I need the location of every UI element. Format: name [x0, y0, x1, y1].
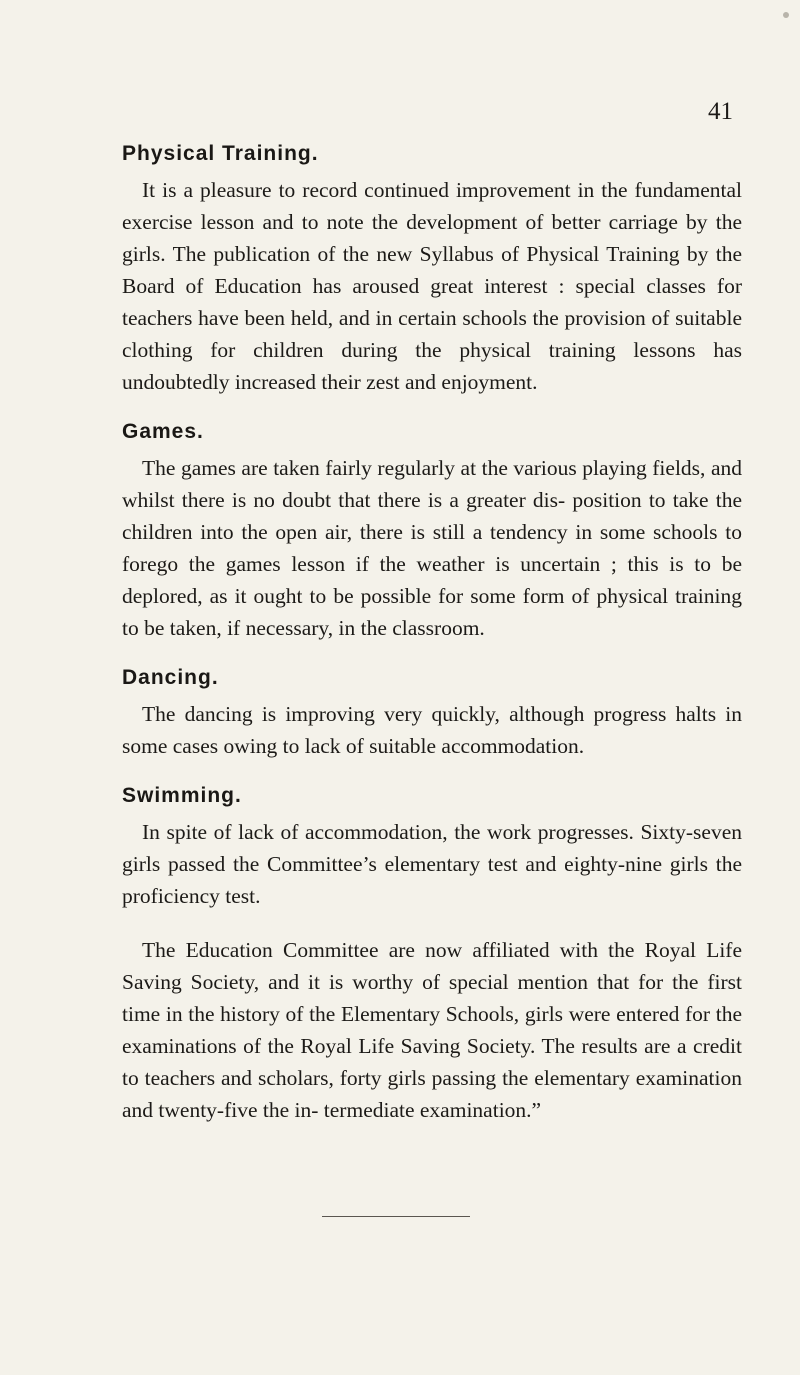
section-dancing: [122, 666, 742, 762]
section-paragraph: The games are taken fairly regularly at the various playing fields, and whilst there is no doubt that there is a greater dis- position to take the children into the open air, there is still a tendency in some schools to forego the games lesson if the weather is uncertain ; this is to be deplored, as it ought to be possible for some form of physical training to be taken, if necessary, in the classroom.: [122, 456, 742, 640]
section-paragraph: The dancing is improving very quickly, although progress halts in some cases owing to lack of suitable accommodation.: [122, 702, 742, 758]
section-heading: Dancing.: [122, 666, 219, 689]
section-paragraph: The Education Committee are now affiliated with the Royal Life Saving Society, and it is worthy of special mention that for the first time in the history of the Elementary Schools, girls were entered for the examinations of the Royal Life Saving Society. The results are a credit to teachers and scholars, forty girls passing the elementary examination and twenty-five the in- termediate examination.”: [122, 938, 742, 1122]
section-games: [122, 420, 742, 644]
section-heading: Swimming.: [122, 784, 242, 807]
page-content: [122, 142, 742, 1148]
page-number: 41: [708, 98, 733, 125]
section-paragraph: In spite of lack of accommodation, the work progresses. Sixty-seven girls passed the Committee’s elementary test and eighty-nine girls the proficiency test.: [122, 820, 742, 908]
section-swimming: [122, 784, 742, 1126]
closing-rule: [322, 1216, 470, 1217]
section-physical-training: [122, 142, 742, 398]
section-heading: Physical Training.: [122, 142, 319, 165]
section-heading: Games.: [122, 420, 204, 443]
page-speck: [783, 12, 789, 18]
section-paragraph: It is a pleasure to record continued improvement in the fundamental exercise lesson and to note the development of better carriage by the girls. The publication of the new Syllabus of Physical Training by the Board of Education has aroused great interest : special classes for teachers have been held, and in certain schools the provision of suitable clothing for children during the physical training lessons has undoubtedly increased their zest and enjoyment.: [122, 178, 742, 394]
